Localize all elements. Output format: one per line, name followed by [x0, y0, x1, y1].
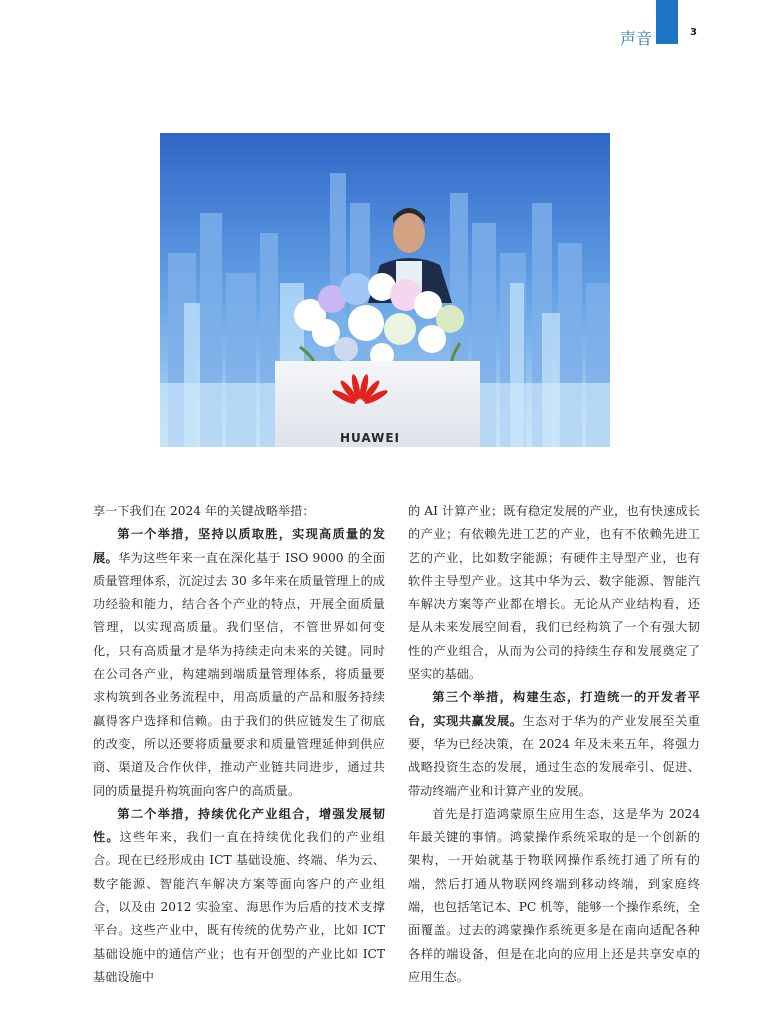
paragraph: 享一下我们在 2024 年的关键战略举措： — [93, 504, 315, 518]
header-accent-bar — [656, 0, 678, 44]
right-column — [408, 500, 700, 989]
paragraph — [93, 803, 385, 989]
left-column — [93, 500, 385, 989]
paragraph — [408, 686, 700, 802]
podium-brand-text: HUAWEI — [339, 431, 401, 445]
speaker-photo — [160, 133, 610, 447]
paragraph-text: 生态对于华为的产业发展至关重要，华为已经决策，在 2024 年及未来五年，将强力战略投资生态的发展，通过生态的发展牵引、促进、带动终端产业和计算产业的发展。 — [408, 713, 700, 798]
paragraph: 首先是打造鸿蒙原生应用生态，这是华为 2024 年最关键的事情。鸿蒙操作系统采取的是一个创新的架构，一开始就基于物联网操作系统打通了所有的端，然后打通从物联网终端到移动终端，到家庭终端，也包括笔记本、PC 机等，能够一个操作系统，全面覆盖。过去的鸿蒙操作系统更多是在南向适配各种各样的端设备，但是在北向的应用上还是共享安卓的应用生态。 — [408, 806, 700, 984]
paragraph-text: 这些年来，我们一直在持续优化我们的产业组合。现在已经形成由 ICT 基础设施、终端、华为云、数字能源、智能汽车解决方案等面向客户的产业组合，以及由 2012 实验室、海思作为后盾的技术支撑平台。这些产业中，既有传统的优势产业，比如 ICT 基础设施中的通信产业；也有开创型的产业比如 ICT 基础设施中 — [93, 830, 386, 984]
measure-heading: 第三个举措，构建生态，打造统一的开发者平台，实现共赢发展。 — [408, 690, 700, 728]
paragraph: 的 AI 计算产业；既有稳定发展的产业，也有快速成长的产业；有依赖先进工艺的产业，也有不依赖先进工艺的产业，比如数字能源；有硬件主导型产业，也有软件主导型产业。这其中华为云、数字能源、智能汽车解决方案等产业都在增长。无论从产业结构看，还是从未来发展空间看，我们已经构筑了一个有强大韧性的产业组合，从而为公司的持续生存和发展奠定了坚实的基础。 — [408, 504, 700, 682]
paragraph — [93, 523, 385, 803]
photo-illustration — [160, 133, 610, 447]
measure-heading: 第一个举措，坚持以质取胜，实现高质量的发展。 — [93, 527, 385, 565]
paragraph-text: 华为这些年来一直在深化基于 ISO 9000 的全面质量管理体系，沉淀过去 30 多年来在质量管理上的成功经验和能力，结合各个产业的特点，开展全面质量管理，以实现高质量。我们坚信，不管世界如何变化，只有高质量才是华为持续走向未来的关键。同时在公司各产业，构建端到端质量管理体系，将质量要求构筑到各业务流程中，用高质量的产品和服务持续赢得客户选择和信赖。由于我们的供应链发生了彻底的改变，所以还要将质量要求和质量管理延伸到供应商、渠道及合作伙伴，推动产业链共同进步，通过共同的质量提升构筑面向客户的高质量。 — [93, 550, 386, 798]
page-number: 3 — [690, 27, 697, 38]
section-title: 声音 — [619, 29, 652, 48]
measure-heading: 第二个举措，持续优化产业组合，增强发展韧性。 — [93, 806, 385, 845]
